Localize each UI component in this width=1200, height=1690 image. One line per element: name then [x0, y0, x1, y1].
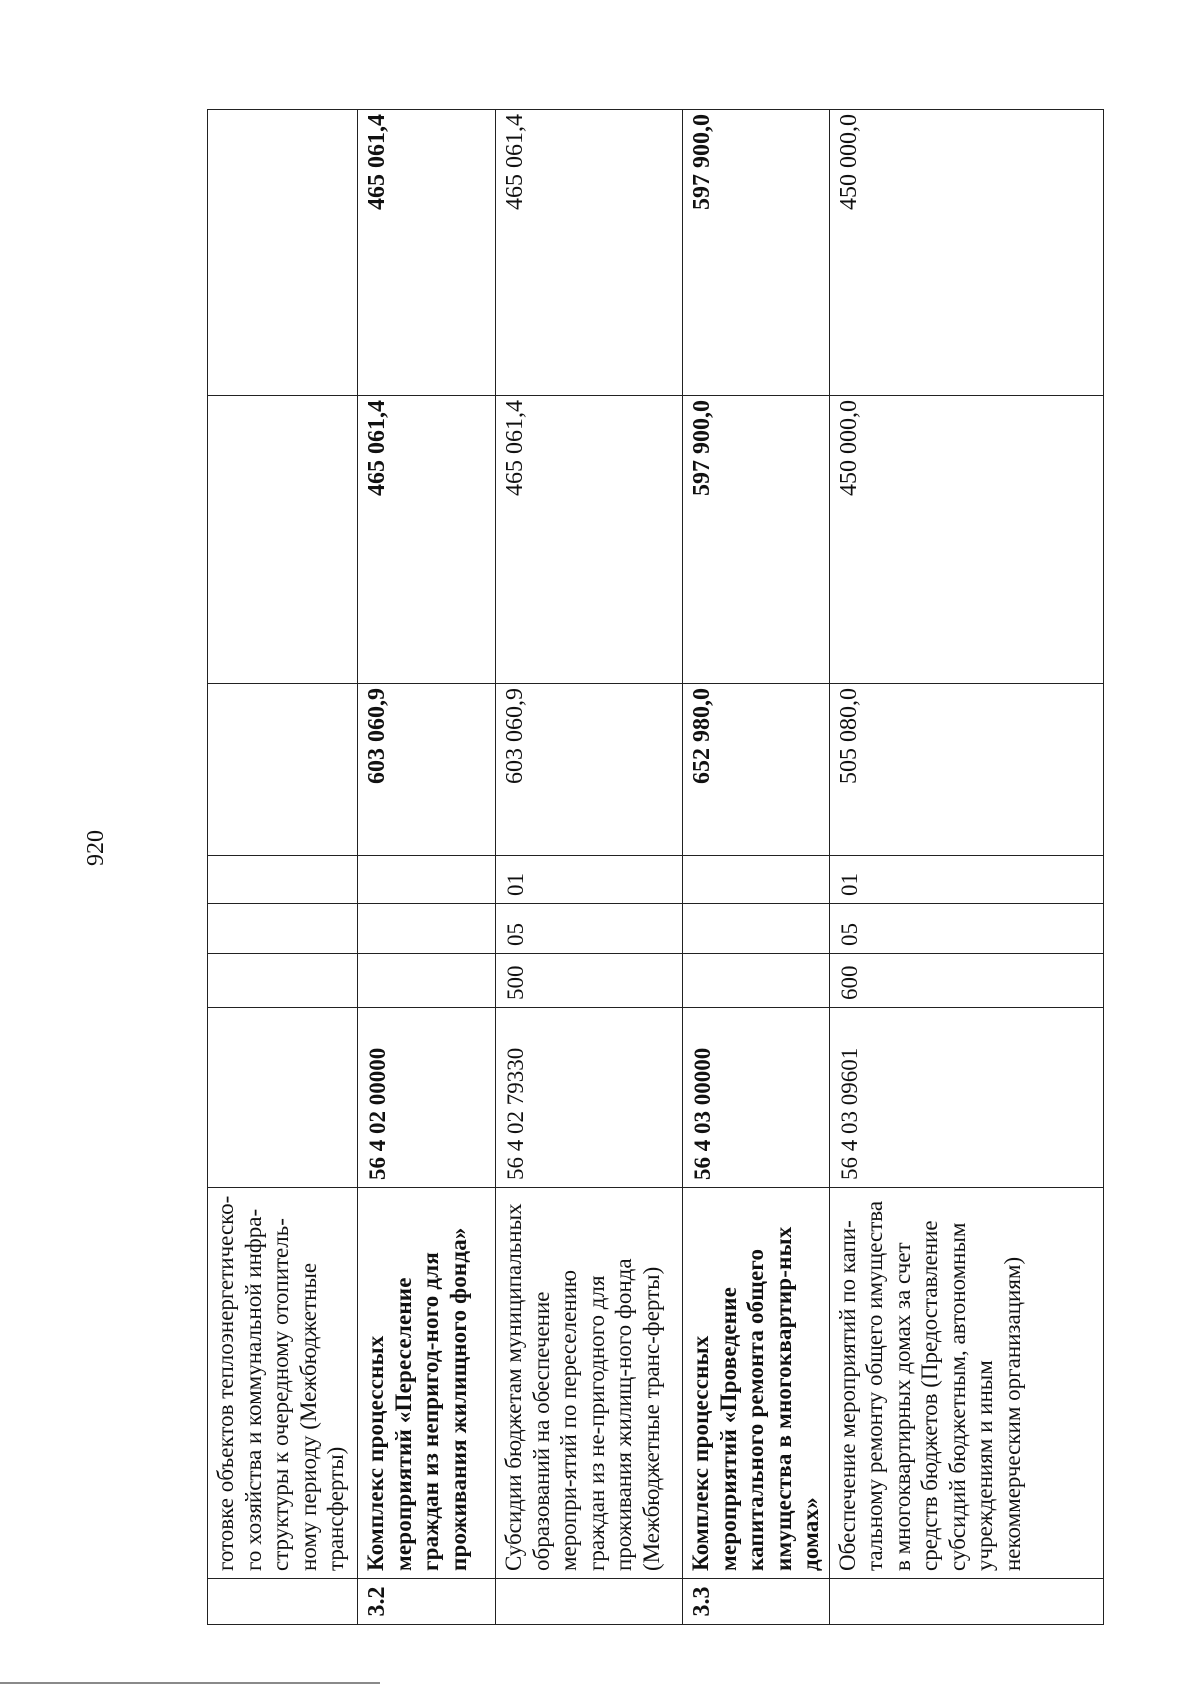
expense-type-code — [358, 954, 496, 1008]
target-article-code: 56 4 02 00000 — [358, 1008, 496, 1188]
row-number: 3.2 — [358, 1579, 496, 1625]
amount-year-2: 597 900,0 — [683, 396, 830, 684]
amount-year-1: 652 980,0 — [683, 684, 830, 856]
row-name: Комплекс процессных мероприятий «Проведение капитального ремонта общего имущества в многоквартир-ных домах» — [683, 1188, 830, 1579]
budget-table-container — [207, 110, 1086, 1625]
amount-year-2: 450 000,0 — [829, 396, 1103, 684]
expense-type-code: 500 — [496, 954, 683, 1008]
amount-year-2 — [208, 396, 358, 684]
section-code — [208, 904, 358, 954]
target-article-code — [208, 1008, 358, 1188]
section-code — [683, 904, 830, 954]
amount-year-1: 603 060,9 — [358, 684, 496, 856]
section-code — [358, 904, 496, 954]
row-name: Комплекс процессных мероприятий «Переселение граждан из непригод-ного для проживания жилищного фонда» — [358, 1188, 496, 1579]
target-article-code: 56 4 03 09601 — [829, 1008, 1103, 1188]
amount-year-3: 465 061,4 — [496, 110, 683, 396]
amount-year-1: 505 080,0 — [829, 684, 1103, 856]
row-number — [208, 1579, 358, 1625]
expense-type-code — [683, 954, 830, 1008]
row-name: Обеспечение мероприятий по капи-тальному ремонту общего имущества в многоквартирных домах за счет средств бюджетов (Предоставление субсидий бюджетным, автономным учреждениям и иным некоммерческим организациям) — [829, 1188, 1103, 1579]
table-row — [358, 110, 496, 1625]
expense-type-code: 600 — [829, 954, 1103, 1008]
subsection-code: 01 — [829, 856, 1103, 904]
subsection-code — [208, 856, 358, 904]
table-row — [208, 110, 358, 1625]
row-number — [496, 1579, 683, 1625]
row-number — [829, 1579, 1103, 1625]
table-row — [829, 110, 1103, 1625]
table-row — [496, 110, 683, 1625]
row-name: готовке объектов теплоэнергетическо-го хозяйства и коммунальной инфра-структуры к очередному отопитель-ному периоду (Межбюджетные трансферты) — [208, 1188, 358, 1579]
section-code: 05 — [496, 904, 683, 954]
amount-year-1 — [208, 684, 358, 856]
subsection-code — [358, 856, 496, 904]
page-number: 920 — [83, 830, 109, 866]
amount-year-3 — [208, 110, 358, 396]
table-row — [683, 110, 830, 1625]
subsection-code: 01 — [496, 856, 683, 904]
row-name: Субсидии бюджетам муниципальных образований на обеспечение меропри-ятий по переселению граждан из не-пригодного для проживания жилищ-ного фонда (Межбюджетные транс-ферты) — [496, 1188, 683, 1579]
amount-year-3: 465 061,4 — [358, 110, 496, 396]
row-number: 3.3 — [683, 1579, 830, 1625]
amount-year-2: 465 061,4 — [496, 396, 683, 684]
amount-year-3: 597 900,0 — [683, 110, 830, 396]
subsection-code — [683, 856, 830, 904]
budget-table-rotated — [207, 110, 1086, 1625]
budget-table — [207, 109, 1104, 1625]
section-code: 05 — [829, 904, 1103, 954]
expense-type-code — [208, 954, 358, 1008]
scan-edge-line — [0, 1682, 380, 1684]
amount-year-2: 465 061,4 — [358, 396, 496, 684]
amount-year-1: 603 060,9 — [496, 684, 683, 856]
amount-year-3: 450 000,0 — [829, 110, 1103, 396]
target-article-code: 56 4 02 79330 — [496, 1008, 683, 1188]
target-article-code: 56 4 03 00000 — [683, 1008, 830, 1188]
